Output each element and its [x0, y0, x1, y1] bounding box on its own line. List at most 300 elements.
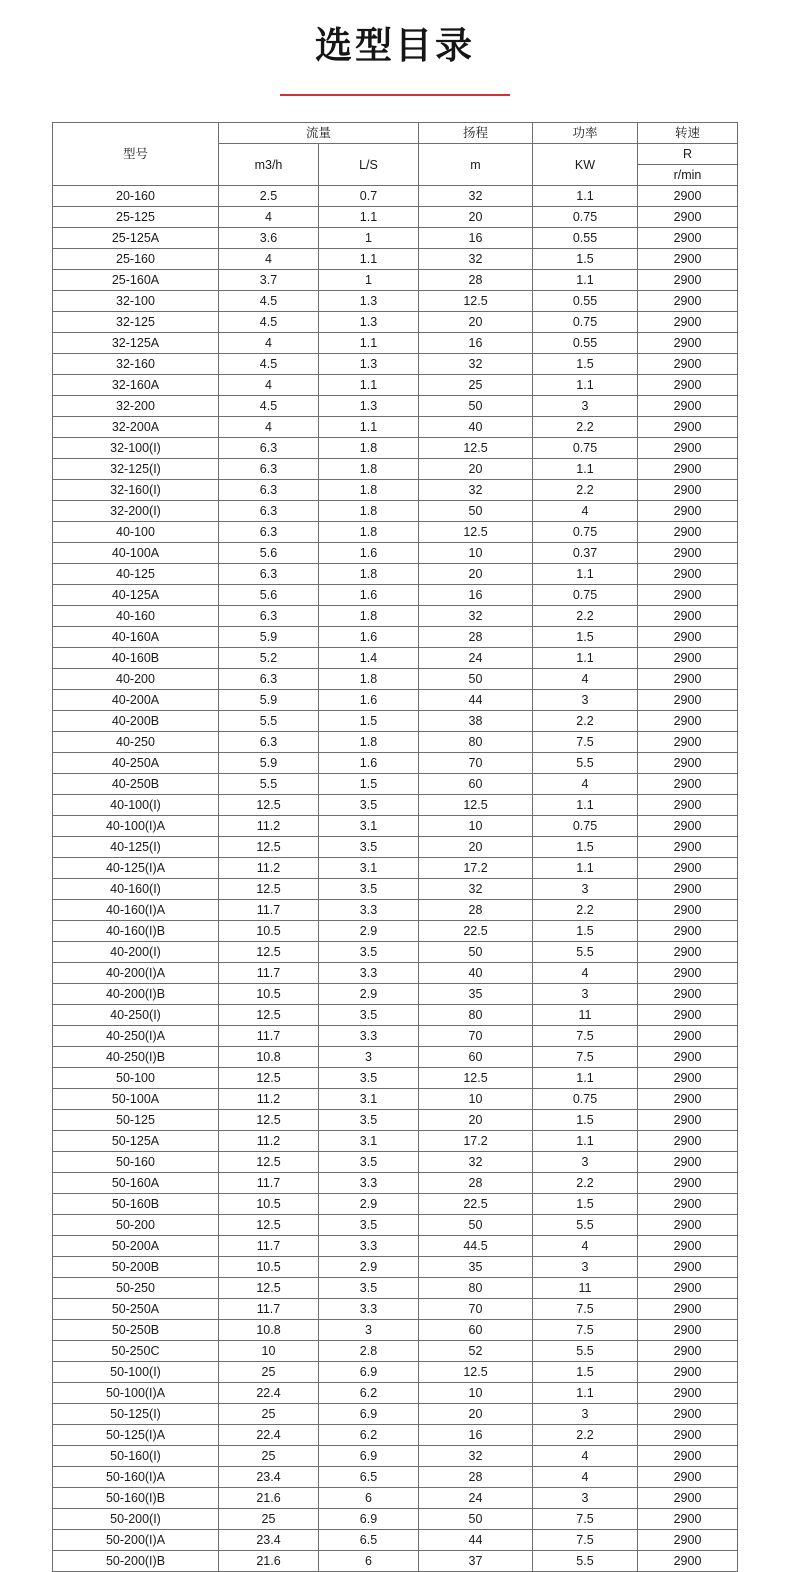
cell-power: 2.2 — [533, 606, 638, 627]
cell-power: 11 — [533, 1278, 638, 1299]
cell-speed: 2900 — [638, 690, 738, 711]
cell-power: 5.5 — [533, 1215, 638, 1236]
cell-model: 40-200A — [53, 690, 219, 711]
table-row — [53, 1131, 738, 1152]
cell-head: 40 — [419, 417, 533, 438]
table-row — [53, 1194, 738, 1215]
cell-head: 28 — [419, 270, 533, 291]
cell-model: 40-125(I)A — [53, 858, 219, 879]
table-row — [53, 648, 738, 669]
cell-power: 7.5 — [533, 1320, 638, 1341]
cell-power: 1.5 — [533, 354, 638, 375]
cell-flow-ls: 3.5 — [319, 837, 419, 858]
cell-head: 20 — [419, 207, 533, 228]
cell-power: 7.5 — [533, 1509, 638, 1530]
cell-model: 40-250(I)A — [53, 1026, 219, 1047]
cell-flow-m3h: 10 — [219, 1341, 319, 1362]
cell-speed: 2900 — [638, 1278, 738, 1299]
table-row — [53, 1236, 738, 1257]
cell-flow-ls: 1.5 — [319, 774, 419, 795]
table-row — [53, 543, 738, 564]
table-row — [53, 585, 738, 606]
cell-flow-m3h: 4.5 — [219, 396, 319, 417]
cell-speed: 2900 — [638, 1530, 738, 1551]
cell-model: 32-100(I) — [53, 438, 219, 459]
cell-head: 70 — [419, 1026, 533, 1047]
cell-flow-ls: 6.2 — [319, 1425, 419, 1446]
title-underline-rule — [280, 94, 510, 96]
page-title: 选型目录 — [315, 24, 475, 67]
cell-speed: 2900 — [638, 1110, 738, 1131]
table-row — [53, 669, 738, 690]
table-row — [53, 270, 738, 291]
cell-flow-m3h: 6.3 — [219, 669, 319, 690]
cell-flow-ls: 1.6 — [319, 690, 419, 711]
cell-flow-ls: 3.3 — [319, 1173, 419, 1194]
cell-head: 22.5 — [419, 921, 533, 942]
cell-flow-ls: 3.5 — [319, 942, 419, 963]
cell-flow-ls: 6.9 — [319, 1404, 419, 1425]
cell-head: 10 — [419, 1089, 533, 1110]
cell-model: 32-125A — [53, 333, 219, 354]
cell-power: 1.1 — [533, 1383, 638, 1404]
table-row — [53, 1530, 738, 1551]
table-row — [53, 942, 738, 963]
cell-head: 70 — [419, 753, 533, 774]
cell-flow-m3h: 10.5 — [219, 1257, 319, 1278]
cell-head: 37 — [419, 1551, 533, 1572]
table-row — [53, 900, 738, 921]
cell-head: 16 — [419, 228, 533, 249]
cell-speed: 2900 — [638, 1551, 738, 1572]
cell-head: 20 — [419, 1404, 533, 1425]
cell-flow-m3h: 12.5 — [219, 837, 319, 858]
cell-speed: 2900 — [638, 354, 738, 375]
cell-power: 4 — [533, 669, 638, 690]
cell-model: 40-160(I)B — [53, 921, 219, 942]
cell-model: 50-250 — [53, 1278, 219, 1299]
cell-power: 1.1 — [533, 375, 638, 396]
cell-model: 32-200(I) — [53, 501, 219, 522]
table-row — [53, 291, 738, 312]
cell-flow-m3h: 5.2 — [219, 648, 319, 669]
cell-power: 1.1 — [533, 186, 638, 207]
table-row — [53, 1551, 738, 1572]
cell-power: 7.5 — [533, 1047, 638, 1068]
cell-speed: 2900 — [638, 1005, 738, 1026]
cell-model: 40-200 — [53, 669, 219, 690]
cell-flow-m3h: 6.3 — [219, 480, 319, 501]
cell-head: 70 — [419, 1299, 533, 1320]
cell-speed: 2900 — [638, 1068, 738, 1089]
cell-flow-m3h: 10.5 — [219, 921, 319, 942]
cell-speed: 2900 — [638, 1131, 738, 1152]
cell-speed: 2900 — [638, 1236, 738, 1257]
cell-flow-m3h: 12.5 — [219, 942, 319, 963]
cell-flow-m3h: 21.6 — [219, 1551, 319, 1572]
cell-power: 7.5 — [533, 1026, 638, 1047]
cell-flow-m3h: 25 — [219, 1509, 319, 1530]
cell-model: 50-125 — [53, 1110, 219, 1131]
cell-model: 25-125A — [53, 228, 219, 249]
cell-flow-ls: 3.1 — [319, 1131, 419, 1152]
cell-power: 1.5 — [533, 249, 638, 270]
cell-speed: 2900 — [638, 774, 738, 795]
cell-model: 50-250B — [53, 1320, 219, 1341]
cell-flow-m3h: 11.7 — [219, 1026, 319, 1047]
cell-speed: 2900 — [638, 480, 738, 501]
cell-head: 16 — [419, 333, 533, 354]
table-row — [53, 921, 738, 942]
cell-speed: 2900 — [638, 270, 738, 291]
cell-head: 32 — [419, 1152, 533, 1173]
cell-model: 40-200(I) — [53, 942, 219, 963]
cell-model: 25-160A — [53, 270, 219, 291]
cell-flow-ls: 1.3 — [319, 354, 419, 375]
table-header — [53, 123, 738, 186]
cell-power: 1.5 — [533, 921, 638, 942]
cell-flow-ls: 1.8 — [319, 480, 419, 501]
cell-power: 2.2 — [533, 1173, 638, 1194]
cell-flow-ls: 6.9 — [319, 1446, 419, 1467]
cell-head: 22.5 — [419, 1194, 533, 1215]
table-row — [53, 711, 738, 732]
cell-flow-ls: 3 — [319, 1320, 419, 1341]
cell-speed: 2900 — [638, 1194, 738, 1215]
cell-speed: 2900 — [638, 1215, 738, 1236]
cell-speed: 2900 — [638, 1299, 738, 1320]
cell-model: 40-160(I)A — [53, 900, 219, 921]
cell-power: 1.1 — [533, 1131, 638, 1152]
cell-flow-ls: 2.8 — [319, 1341, 419, 1362]
cell-head: 16 — [419, 1425, 533, 1446]
cell-flow-ls: 1.8 — [319, 732, 419, 753]
cell-flow-m3h: 6.3 — [219, 732, 319, 753]
cell-speed: 2900 — [638, 1257, 738, 1278]
cell-head: 50 — [419, 669, 533, 690]
cell-model: 32-200 — [53, 396, 219, 417]
cell-model: 50-125A — [53, 1131, 219, 1152]
cell-power: 3 — [533, 984, 638, 1005]
cell-flow-m3h: 23.4 — [219, 1467, 319, 1488]
cell-model: 50-250C — [53, 1341, 219, 1362]
cell-power: 2.2 — [533, 711, 638, 732]
cell-flow-m3h: 2.5 — [219, 186, 319, 207]
cell-flow-ls: 1.1 — [319, 417, 419, 438]
cell-power: 0.55 — [533, 291, 638, 312]
cell-head: 50 — [419, 1509, 533, 1530]
cell-speed: 2900 — [638, 291, 738, 312]
table-row — [53, 1005, 738, 1026]
cell-speed: 2900 — [638, 858, 738, 879]
cell-speed: 2900 — [638, 795, 738, 816]
cell-power: 0.75 — [533, 585, 638, 606]
cell-flow-m3h: 6.3 — [219, 564, 319, 585]
table-row — [53, 1467, 738, 1488]
cell-head: 16 — [419, 585, 533, 606]
table-row — [53, 627, 738, 648]
col-header-power-unit: KW — [533, 144, 638, 186]
cell-speed: 2900 — [638, 186, 738, 207]
col-header-speed-r: R — [638, 144, 738, 165]
cell-model: 50-250A — [53, 1299, 219, 1320]
cell-flow-ls: 1.1 — [319, 207, 419, 228]
table-row — [53, 375, 738, 396]
table-row — [53, 522, 738, 543]
cell-model: 40-100(I)A — [53, 816, 219, 837]
cell-head: 10 — [419, 816, 533, 837]
cell-speed: 2900 — [638, 837, 738, 858]
cell-flow-m3h: 5.9 — [219, 627, 319, 648]
cell-speed: 2900 — [638, 984, 738, 1005]
cell-speed: 2900 — [638, 501, 738, 522]
cell-head: 32 — [419, 606, 533, 627]
cell-power: 2.2 — [533, 417, 638, 438]
cell-power: 0.75 — [533, 1089, 638, 1110]
cell-head: 50 — [419, 1215, 533, 1236]
table-row — [53, 774, 738, 795]
table-row — [53, 690, 738, 711]
cell-flow-m3h: 12.5 — [219, 879, 319, 900]
col-header-power: 功率 — [533, 123, 638, 144]
cell-flow-m3h: 12.5 — [219, 1215, 319, 1236]
cell-flow-m3h: 6.3 — [219, 459, 319, 480]
cell-flow-ls: 3.5 — [319, 1005, 419, 1026]
cell-speed: 2900 — [638, 1047, 738, 1068]
cell-speed: 2900 — [638, 375, 738, 396]
cell-power: 7.5 — [533, 1530, 638, 1551]
cell-speed: 2900 — [638, 249, 738, 270]
pump-selection-table — [52, 122, 738, 1572]
cell-flow-ls: 6.5 — [319, 1530, 419, 1551]
cell-flow-m3h: 4.5 — [219, 291, 319, 312]
cell-flow-ls: 3.5 — [319, 1068, 419, 1089]
cell-power: 0.75 — [533, 312, 638, 333]
cell-speed: 2900 — [638, 396, 738, 417]
cell-model: 50-160(I) — [53, 1446, 219, 1467]
cell-head: 52 — [419, 1341, 533, 1362]
cell-power: 4 — [533, 1446, 638, 1467]
cell-flow-ls: 3.3 — [319, 1026, 419, 1047]
table-row — [53, 207, 738, 228]
table-row — [53, 1425, 738, 1446]
cell-flow-ls: 1.3 — [319, 291, 419, 312]
cell-model: 40-125 — [53, 564, 219, 585]
table-row — [53, 816, 738, 837]
cell-speed: 2900 — [638, 1173, 738, 1194]
cell-power: 0.55 — [533, 228, 638, 249]
table-row — [53, 1446, 738, 1467]
cell-speed: 2900 — [638, 1509, 738, 1530]
table-row — [53, 228, 738, 249]
cell-speed: 2900 — [638, 1341, 738, 1362]
table-row — [53, 1089, 738, 1110]
cell-head: 50 — [419, 501, 533, 522]
cell-flow-ls: 1.6 — [319, 585, 419, 606]
cell-model: 50-160 — [53, 1152, 219, 1173]
cell-head: 12.5 — [419, 1068, 533, 1089]
cell-flow-ls: 1 — [319, 270, 419, 291]
cell-flow-ls: 3.5 — [319, 1278, 419, 1299]
cell-speed: 2900 — [638, 1362, 738, 1383]
cell-model: 32-100 — [53, 291, 219, 312]
cell-model: 25-160 — [53, 249, 219, 270]
cell-speed: 2900 — [638, 522, 738, 543]
table-row — [53, 249, 738, 270]
cell-speed: 2900 — [638, 900, 738, 921]
cell-head: 20 — [419, 564, 533, 585]
table-row — [53, 1068, 738, 1089]
table-row — [53, 837, 738, 858]
cell-model: 25-125 — [53, 207, 219, 228]
cell-power: 11 — [533, 1005, 638, 1026]
cell-power: 2.2 — [533, 480, 638, 501]
cell-model: 50-100A — [53, 1089, 219, 1110]
cell-power: 0.75 — [533, 207, 638, 228]
table-row — [53, 1278, 738, 1299]
cell-flow-ls: 2.9 — [319, 921, 419, 942]
cell-model: 50-200 — [53, 1215, 219, 1236]
cell-power: 3 — [533, 1257, 638, 1278]
cell-flow-ls: 3.5 — [319, 1110, 419, 1131]
cell-flow-ls: 2.9 — [319, 1194, 419, 1215]
cell-flow-ls: 6 — [319, 1488, 419, 1509]
cell-model: 40-100(I) — [53, 795, 219, 816]
cell-flow-ls: 1.1 — [319, 249, 419, 270]
table-row — [53, 1320, 738, 1341]
cell-power: 1.1 — [533, 858, 638, 879]
cell-head: 25 — [419, 375, 533, 396]
cell-head: 20 — [419, 459, 533, 480]
cell-flow-m3h: 4.5 — [219, 312, 319, 333]
col-header-flow-ls: L/S — [319, 144, 419, 186]
cell-speed: 2900 — [638, 606, 738, 627]
cell-flow-ls: 3.3 — [319, 900, 419, 921]
cell-flow-ls: 1.8 — [319, 606, 419, 627]
cell-power: 5.5 — [533, 1341, 638, 1362]
cell-model: 32-125 — [53, 312, 219, 333]
cell-head: 40 — [419, 963, 533, 984]
cell-model: 32-160 — [53, 354, 219, 375]
cell-speed: 2900 — [638, 1152, 738, 1173]
col-header-model: 型号 — [53, 123, 219, 186]
cell-flow-ls: 1.4 — [319, 648, 419, 669]
table-row — [53, 438, 738, 459]
cell-model: 50-200A — [53, 1236, 219, 1257]
table-row — [53, 333, 738, 354]
cell-speed: 2900 — [638, 1425, 738, 1446]
cell-head: 12.5 — [419, 522, 533, 543]
table-row — [53, 963, 738, 984]
cell-speed: 2900 — [638, 1488, 738, 1509]
cell-flow-m3h: 5.6 — [219, 585, 319, 606]
cell-head: 80 — [419, 732, 533, 753]
cell-power: 1.5 — [533, 1194, 638, 1215]
cell-head: 80 — [419, 1278, 533, 1299]
cell-model: 40-125A — [53, 585, 219, 606]
cell-flow-ls: 2.9 — [319, 1257, 419, 1278]
col-header-head-unit: m — [419, 144, 533, 186]
cell-speed: 2900 — [638, 627, 738, 648]
table-row — [53, 795, 738, 816]
cell-model: 50-125(I) — [53, 1404, 219, 1425]
cell-speed: 2900 — [638, 753, 738, 774]
cell-flow-m3h: 3.6 — [219, 228, 319, 249]
cell-flow-m3h: 4.5 — [219, 354, 319, 375]
cell-head: 24 — [419, 648, 533, 669]
table-row — [53, 1488, 738, 1509]
cell-power: 2.2 — [533, 1425, 638, 1446]
cell-head: 10 — [419, 1383, 533, 1404]
cell-flow-m3h: 11.7 — [219, 1236, 319, 1257]
cell-flow-m3h: 11.2 — [219, 858, 319, 879]
cell-power: 0.75 — [533, 438, 638, 459]
table-row — [53, 1215, 738, 1236]
cell-speed: 2900 — [638, 648, 738, 669]
cell-flow-m3h: 10.8 — [219, 1047, 319, 1068]
cell-model: 50-160B — [53, 1194, 219, 1215]
cell-model: 32-200A — [53, 417, 219, 438]
cell-flow-ls: 3.1 — [319, 816, 419, 837]
cell-head: 32 — [419, 186, 533, 207]
table-row — [53, 1026, 738, 1047]
cell-flow-m3h: 6.3 — [219, 522, 319, 543]
cell-flow-ls: 6.5 — [319, 1467, 419, 1488]
cell-head: 12.5 — [419, 291, 533, 312]
cell-speed: 2900 — [638, 564, 738, 585]
cell-flow-ls: 1.8 — [319, 501, 419, 522]
table-body — [53, 186, 738, 1572]
cell-head: 28 — [419, 1467, 533, 1488]
table-row — [53, 1047, 738, 1068]
table-row — [53, 1299, 738, 1320]
table-header-row-1 — [53, 123, 738, 144]
cell-flow-ls: 6.9 — [319, 1362, 419, 1383]
spec-table-wrapper — [52, 122, 738, 1572]
cell-speed: 2900 — [638, 816, 738, 837]
cell-head: 60 — [419, 1047, 533, 1068]
cell-flow-ls: 1.1 — [319, 375, 419, 396]
cell-model: 40-250(I)B — [53, 1047, 219, 1068]
cell-power: 5.5 — [533, 753, 638, 774]
cell-head: 50 — [419, 942, 533, 963]
cell-model: 40-200(I)B — [53, 984, 219, 1005]
cell-model: 50-100(I)A — [53, 1383, 219, 1404]
cell-head: 20 — [419, 1110, 533, 1131]
table-row — [53, 459, 738, 480]
cell-head: 24 — [419, 1488, 533, 1509]
cell-model: 40-250 — [53, 732, 219, 753]
cell-flow-m3h: 6.3 — [219, 501, 319, 522]
cell-speed: 2900 — [638, 669, 738, 690]
cell-flow-m3h: 25 — [219, 1404, 319, 1425]
cell-flow-ls: 3.3 — [319, 963, 419, 984]
cell-power: 4 — [533, 1236, 638, 1257]
table-row — [53, 984, 738, 1005]
cell-flow-ls: 1.8 — [319, 522, 419, 543]
cell-power: 7.5 — [533, 732, 638, 753]
cell-flow-m3h: 23.4 — [219, 1530, 319, 1551]
cell-flow-ls: 3.1 — [319, 1089, 419, 1110]
cell-head: 44 — [419, 690, 533, 711]
cell-power: 1.1 — [533, 795, 638, 816]
cell-model: 40-200(I)A — [53, 963, 219, 984]
cell-head: 28 — [419, 1173, 533, 1194]
col-header-flow-group: 流量 — [219, 123, 419, 144]
cell-power: 1.5 — [533, 627, 638, 648]
table-row — [53, 480, 738, 501]
cell-power: 1.5 — [533, 837, 638, 858]
